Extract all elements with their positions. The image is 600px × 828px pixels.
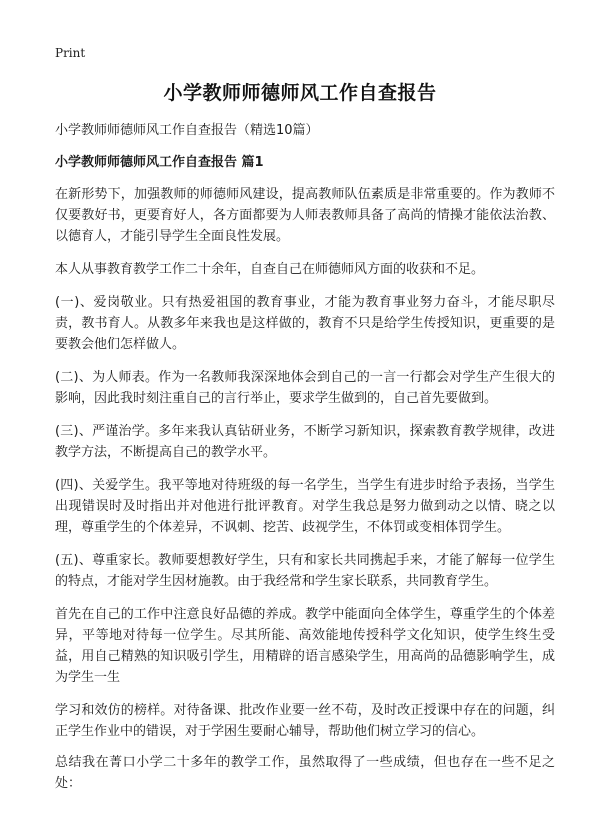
print-link[interactable]: Print: [55, 46, 86, 60]
paragraph-overview: 本人从事教育教学工作二十余年，自查自己在师德师风方面的收获和不足。: [55, 262, 485, 277]
section-heading: 小学教师师德师风工作自查报告 篇1: [55, 155, 264, 170]
document-subtitle: 小学教师师德师风工作自查报告（精选10篇）: [55, 123, 319, 138]
paragraph-character: 首先在自己的工作中注意良好品德的养成。教学中能面向全体学生，尊重学生的个体差异，平等地对待每一位学生。尽其所能、高效能地传授科学文化知识，使学生终生受益，用自己精熟的知识吸引学生，用精辟的语言感染学生，用高尚的品德影响学生，成为学生一生: [55, 607, 555, 685]
paragraph-point-1: (一)、爱岗敬业。只有热爱祖国的教育事业，才能为教育事业努力奋斗，才能尽职尽责，教书育人。从教多年来我也是这样做的，教育不只是给学生传授知识，更重要的是要教会他们怎样做人。: [55, 295, 555, 352]
paragraph-role-model: 学习和效仿的榜样。对待备课、批改作业要一丝不苟，及时改正授课中存在的问题，纠正学生作业中的错误，对于学困生要耐心辅导，帮助他们树立学习的信心。: [55, 703, 555, 739]
paragraph-summary: 总结我在菁口小学二十多年的教学工作，虽然取得了一些成绩，但也存在一些不足之处：: [55, 755, 555, 791]
paragraph-point-2: (二)、为人师表。作为一名教师我深深地体会到自己的一言一行都会对学生产生很大的影响，因此我时刻注重自己的言行举止，要求学生做到的，自己首先要做到。: [55, 370, 555, 406]
paragraph-point-4: (四)、关爱学生。我平等地对待班级的每一名学生，当学生有进步时给予表扬，当学生出现错误时及时指出并对他进行批评教育。对学生我总是努力做到动之以情、晓之以理，尊重学生的个体差异，不讽刺、挖苦、歧视学生，不体罚或变相体罚学生。: [55, 478, 555, 535]
paragraph-point-5: (五)、尊重家长。教师要想教好学生，只有和家长共同携起手来，才能了解每一位学生的特点，才能对学生因材施教。由于我经常和学生家长联系，共同教育学生。: [55, 553, 555, 589]
paragraph-point-3: (三)、严谨治学。多年来我认真钻研业务，不断学习新知识，探索教育教学规律，改进教学方法，不断提高自己的教学水平。: [55, 424, 555, 460]
document-body: [55, 120, 555, 806]
page-title: 小学教师师德师风工作自查报告: [163, 82, 437, 104]
paragraph-intro: 在新形势下，加强教师的师德师风建设，提高教师队伍素质是非常重要的。作为教师不仅要教好书，更要育好人，各方面都要为人师表教师具备了高尚的情操才能依法治教、以德育人，才能引导学生全面良性发展。: [55, 187, 555, 244]
